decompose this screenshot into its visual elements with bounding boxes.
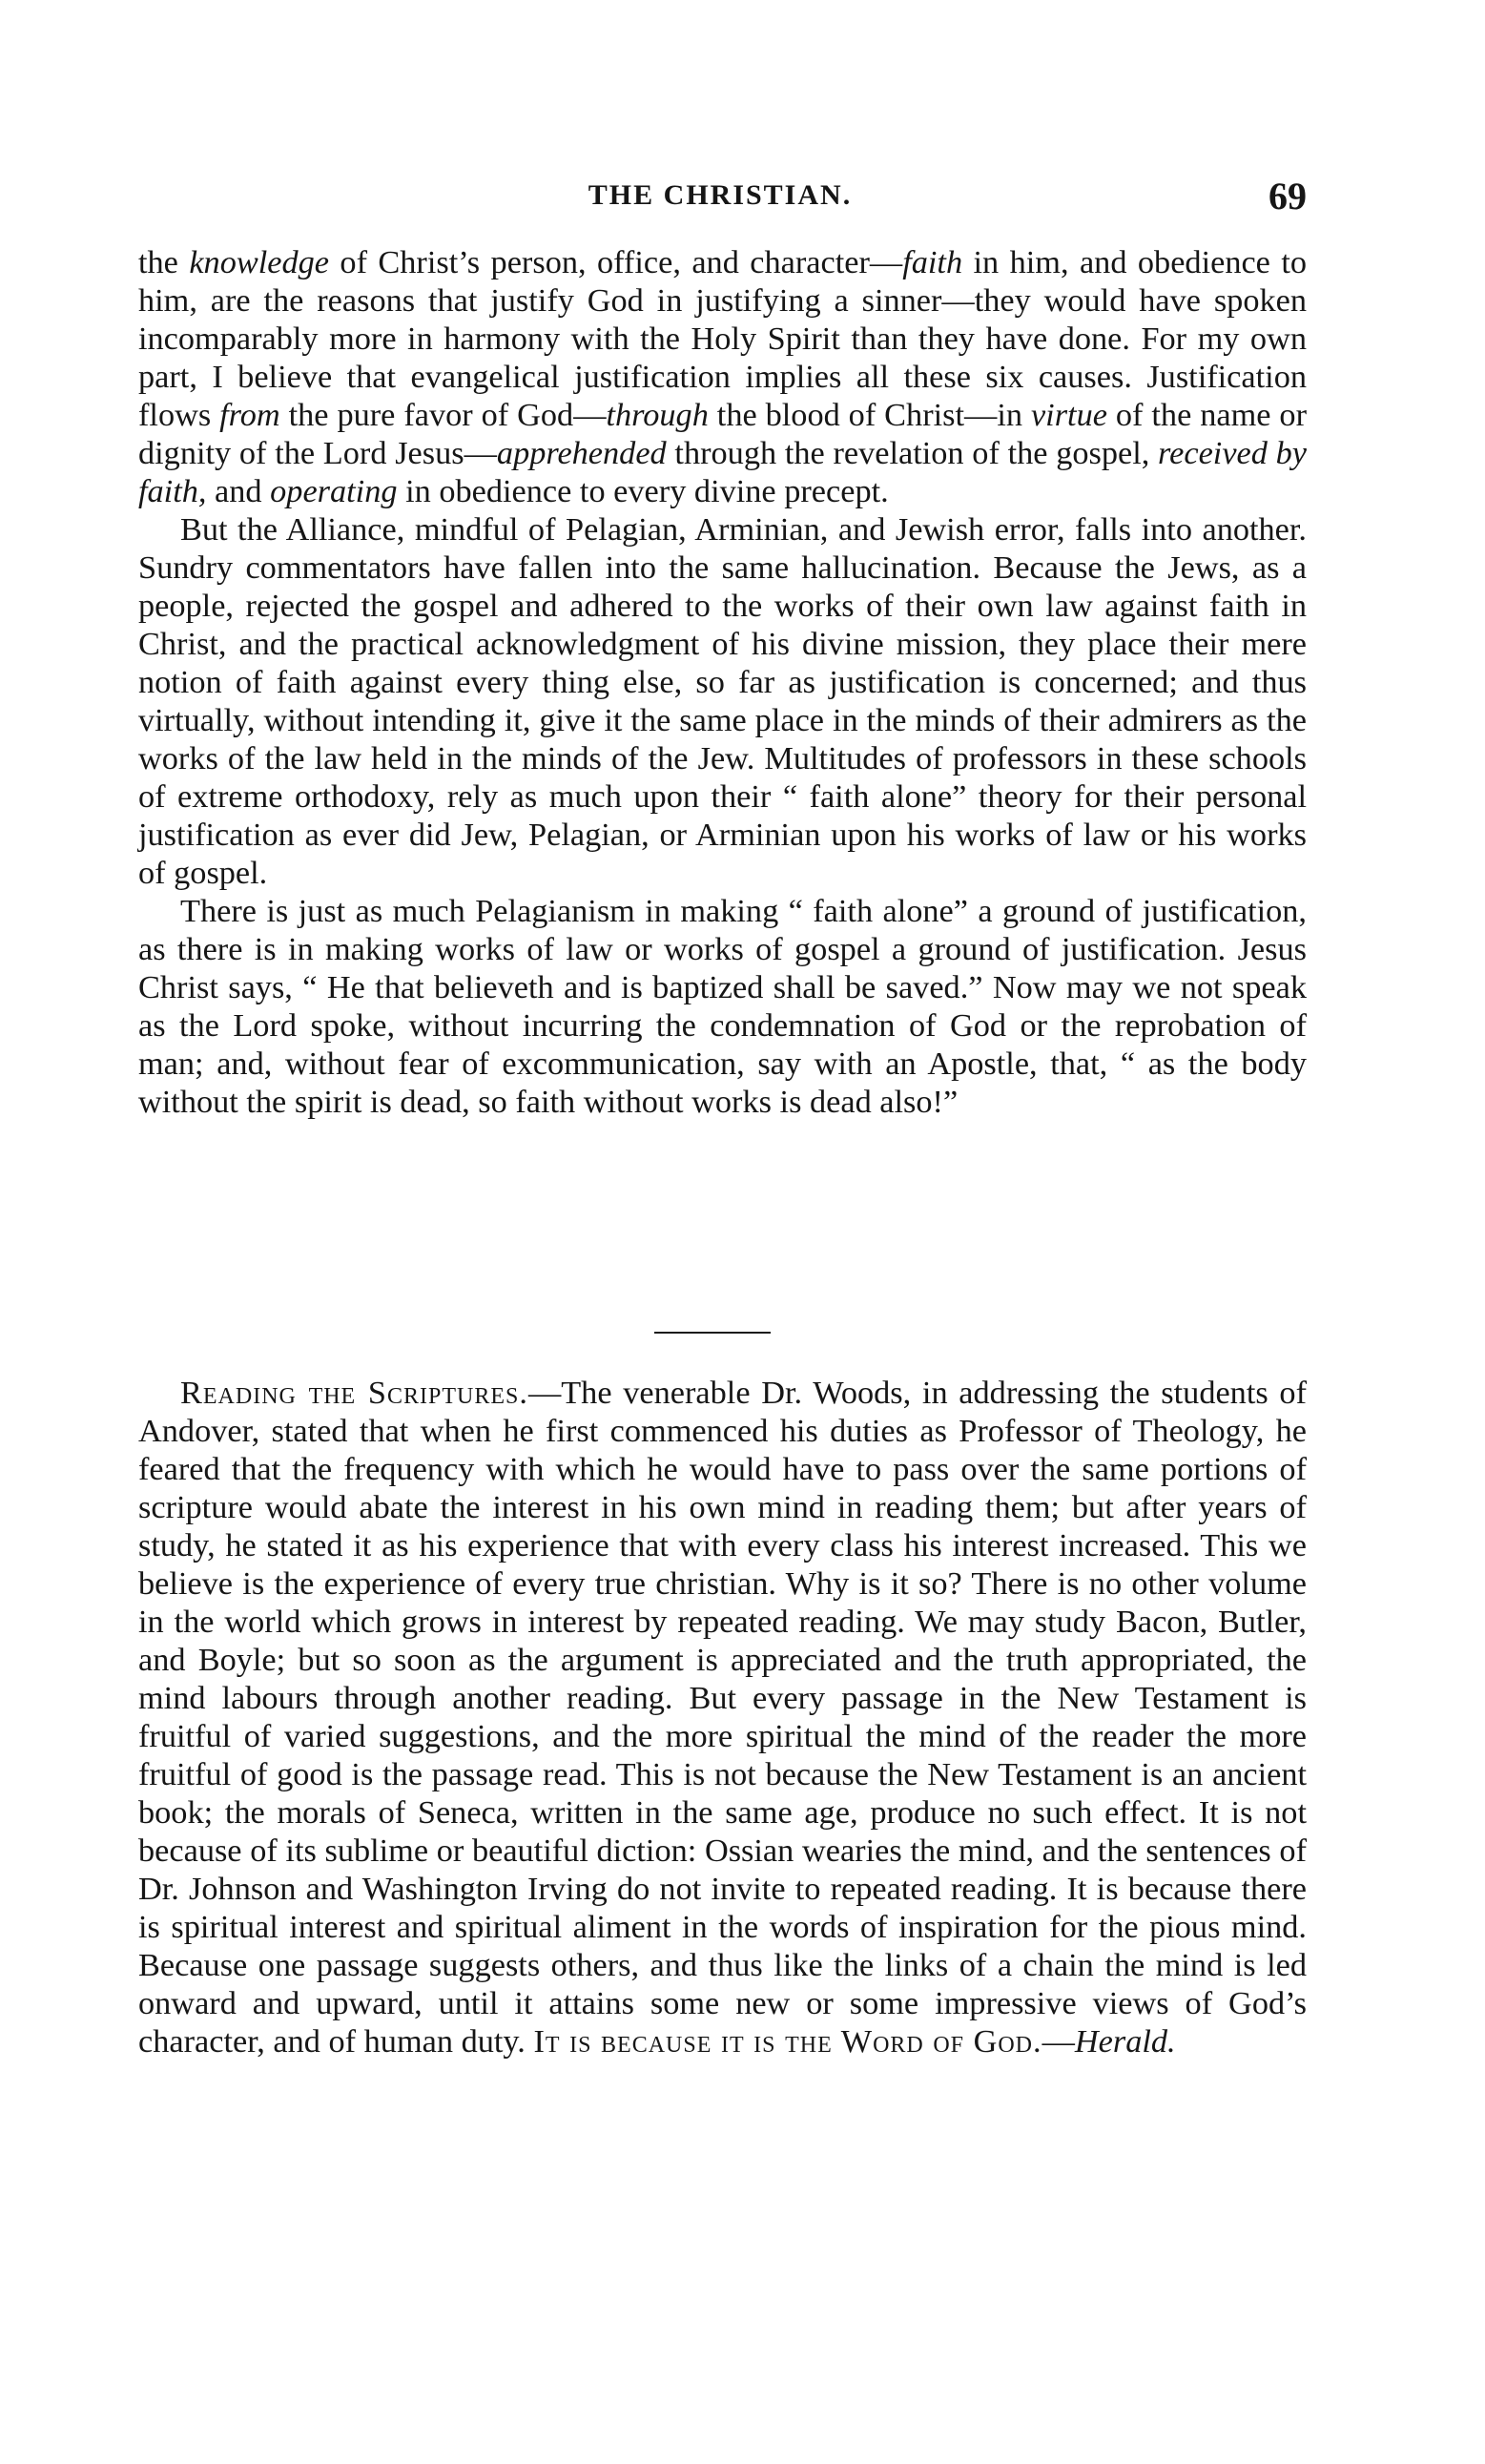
text-run: —	[1042, 2023, 1075, 2060]
paragraph-pelagianism: There is just as much Pelagianism in making “ faith alone” a ground of justification, as there is in making works of law or works of gospel a ground of justification. Jesus Christ says, “ He that believeth and is baptized shall be saved.” Now may we not speak as the Lord spoke, without incurring the condemnation of God or the reprobation of man; and, without fear of excommunication, say with an Apostle, that, “ as the body without the spirit is dead, so faith without works is dead also!”	[138, 893, 1307, 1120]
text-run: the blood of Christ—in	[708, 397, 1031, 433]
italic-run: apprehended	[496, 435, 667, 471]
italic-run: through	[606, 397, 709, 433]
source-attribution: Herald.	[1074, 2023, 1176, 2060]
text-run: the pure favor of God—	[279, 397, 607, 433]
italic-run: faith	[902, 244, 963, 280]
text-run: —The venerable Dr. Woods, in addressing the students of Andover, stated that when he first commenced his duties as Professor of Theology, he feared that the frequency with which he would have to pass over the same portions of scripture would abate the interest in his own mind in reading them; but after years of study, he stated it as his experience that with every class his interest increased. This we believe is the experience of every true christian. Why is it so? There is no other volume in the world which grows in interest by repeated reading. We may study Bacon, Butler, and Boyle; but so soon as the argument is appreciated and the truth appropriated, the mind labours through another reading. But every passage in the New Testament is fruitful of varied suggestions, and the more spiritual the mind of the reader the more fruitful of good is the passage read. This is not because the New Testament is an ancient book; the morals of Seneca, written in the same age, produce no such effect. It is not because of its sublime or beautiful diction: Ossian wearies the mind, and the sentences of Dr. Johnson and Washington Irving do not invite to repeated reading. It is because there is spiritual interest and spiritual aliment in the words of inspiration for the pious mind. Because one passage suggests others, and thus like the links of a chain the mind is led onward and upward, until it attains some new or some impressive views of God’s character, and of human duty.	[138, 1375, 1307, 2060]
closing-phrase: It is because it is the Word of God.	[533, 2023, 1042, 2060]
italic-run: virtue	[1030, 397, 1107, 433]
italic-run: knowledge	[189, 244, 329, 280]
article-justification	[138, 243, 1307, 1121]
text-run: in obedience to every divine precept.	[397, 473, 889, 509]
paragraph-alliance: But the Alliance, mindful of Pelagian, Arminian, and Jewish error, falls into another. Sundry commentators have fallen into the same hallucination. Because the Jews, as a people, rejected the gospel and adhered to the works of their own law against faith in Christ, and the practical acknowledgment of his divine mission, they place their mere notion of faith against every thing else, so far as justification is concerned; and thus virtually, without intending it, give it the same place in the minds of their admirers as the works of the law held in the minds of the Jew. Multitudes of professors in these schools of extreme orthodoxy, rely as much upon their “ faith alone” theory for their personal justification as ever did Jew, Pelagian, or Arminian upon his works of law or his works of gospel.	[138, 511, 1307, 891]
article-reading-scriptures	[138, 1374, 1307, 2060]
italic-run: received by faith,	[138, 435, 1308, 509]
section-heading: Reading the Scriptures.	[180, 1375, 528, 1411]
text-run: of Christ’s person, office, and character—	[329, 244, 903, 280]
text-run: in him, and obedience to him, are the reasons that justify God in justifying a sinner—they would have spoken incomparably more in harmony with the Holy Spirit than they have done. For my own part, I believe that evangelical justification implies all these six causes. Justification flows	[138, 244, 1308, 433]
text-run: of the name or dignity of the Lord Jesus—	[138, 397, 1307, 471]
running-head	[134, 175, 1307, 217]
page-number: 69	[1268, 175, 1307, 217]
text-run: through the revelation of the gospel,	[666, 435, 1159, 471]
paragraph-continued	[138, 243, 1307, 510]
running-title: THE CHRISTIAN.	[588, 179, 853, 211]
italic-run: operating	[270, 473, 398, 509]
text-run: the	[138, 244, 190, 280]
paragraph-reading-scriptures	[138, 1374, 1307, 2060]
section-divider	[654, 1332, 771, 1334]
italic-run: from	[219, 397, 280, 433]
text-run: and	[206, 473, 271, 509]
